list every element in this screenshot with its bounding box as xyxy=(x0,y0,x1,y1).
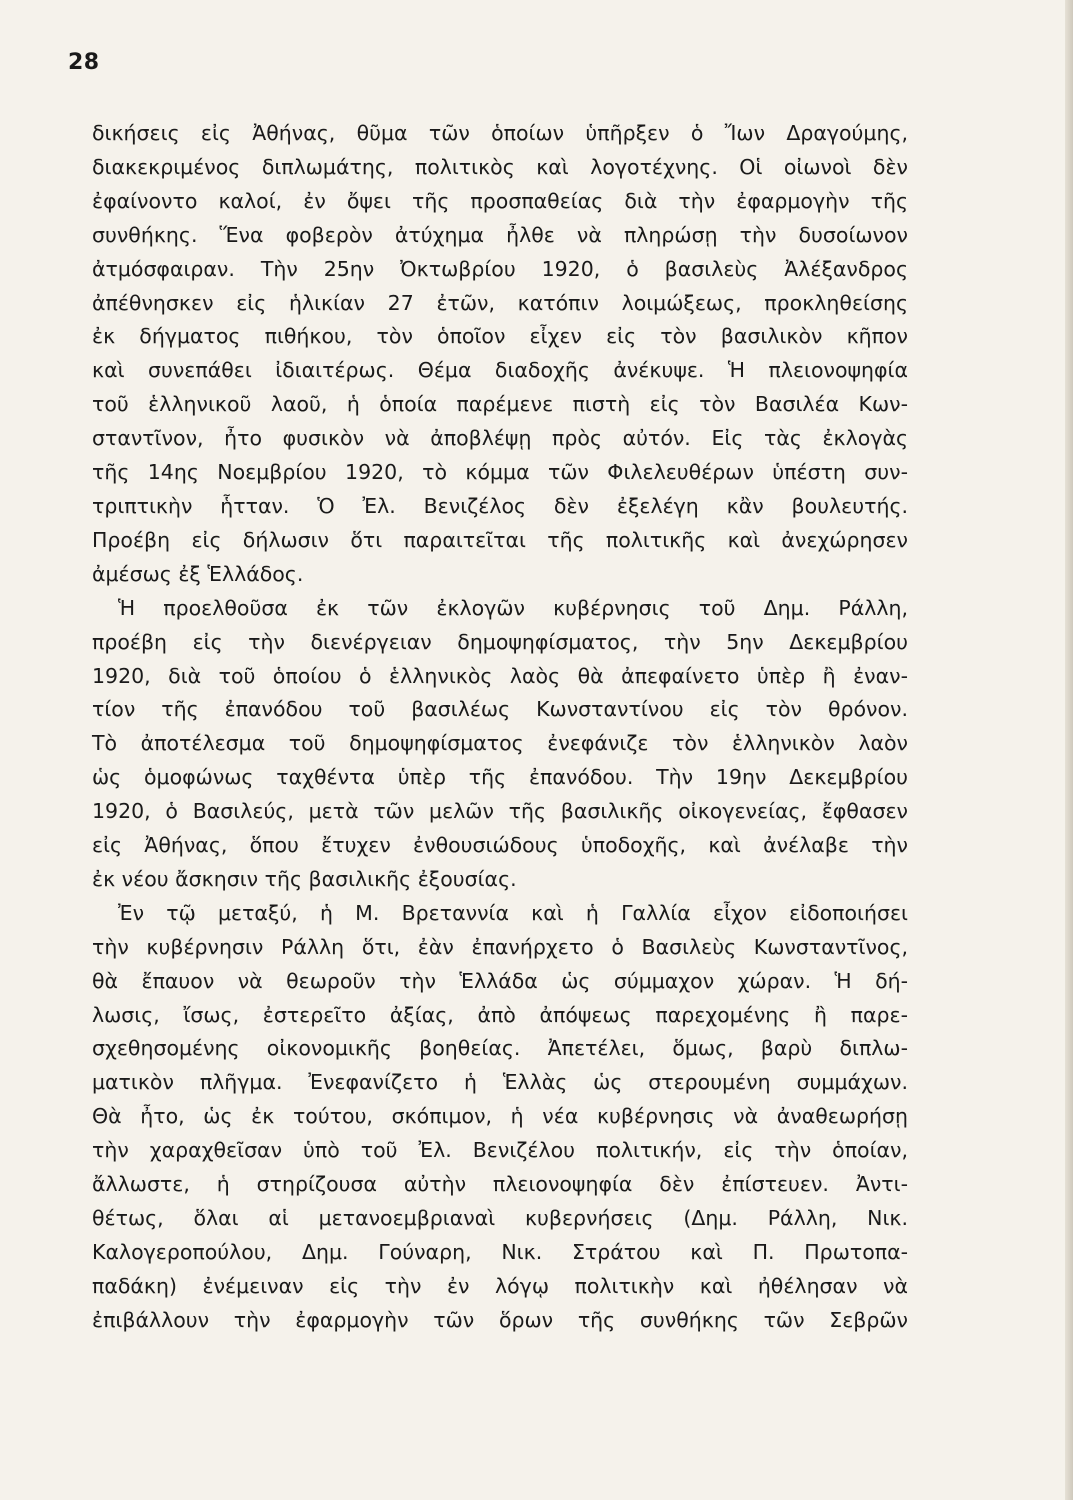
page-edge xyxy=(1065,0,1073,1500)
text-line: καὶ συνεπάθει ἰδιαιτέρως. Θέμα διαδοχῆς ἀνέκυψε. Ἡ πλειονοψηφία xyxy=(92,358,908,383)
text-line: θὰ ἔπαυον νὰ θεωροῦν τὴν Ἑλλάδα ὡς σύμμαχον χώραν. Ἡ δή- xyxy=(92,968,908,993)
text-line: δικήσεις εἰς Ἀθήνας, θῦμα τῶν ὁποίων ὑπῆρξεν ὁ Ἴων Δραγούμης, xyxy=(92,121,908,145)
text-line: προέβη εἰς τὴν διενέργειαν δημοψηφίσματος, τὴν 5ην Δεκεμβρίου xyxy=(92,629,908,654)
page-number: 28 xyxy=(68,50,100,75)
text-line: τριπτικὴν ἧτταν. Ὁ Ἐλ. Βενιζέλος δὲν ἐξελέγη κἂν βουλευτής. xyxy=(92,493,908,518)
text-line: διακεκριμένος διπλωμάτης, πολιτικὸς καὶ λογοτέχνης. Οἱ οἰωνοὶ δὲν xyxy=(92,154,908,179)
text-line: Θὰ ἦτο, ὡς ἐκ τούτου, σκόπιμον, ἡ νέα κυβέρνησις νὰ ἀναθεωρήσῃ xyxy=(92,1104,908,1129)
text-line: ἀπέθνησκεν εἰς ἡλικίαν 27 ἐτῶν, κατόπιν λοιμώξεως, προκληθείσης xyxy=(92,290,908,315)
text-line: 1920, ὁ Βασιλεύς, μετὰ τῶν μελῶν τῆς βασιλικῆς οἰκογενείας, ἔφθασεν xyxy=(92,799,908,824)
text-line: σταντῖνον, ἦτο φυσικὸν νὰ ἀποβλέψῃ πρὸς αὐτόν. Εἰς τὰς ἐκλογὰς xyxy=(92,426,908,451)
text-line: τίον τῆς ἐπανόδου τοῦ βασιλέως Κωνσταντίνου εἰς τὸν θρόνον. xyxy=(92,697,908,722)
text-line: ἐκ νέου ἄσκησιν τῆς βασιλικῆς ἐξουσίας. xyxy=(92,866,517,891)
text-line: λωσις, ἴσως, ἐστερεῖτο ἀξίας, ἀπὸ ἀπόψεως παρεχομένης ἢ παρε- xyxy=(92,1002,908,1027)
text-line: παδάκη) ἐνέμειναν εἰς τὴν ἐν λόγῳ πολιτικὴν καὶ ἠθέλησαν νὰ xyxy=(92,1273,908,1298)
body-text xyxy=(92,117,908,1338)
text-line: Ἐν τῷ μεταξύ, ἡ Μ. Βρεταννία καὶ ἡ Γαλλία εἶχον εἰδοποιήσει xyxy=(118,900,908,925)
text-line: τῆς 14ης Νοεμβρίου 1920, τὸ κόμμα τῶν Φιλελευθέρων ὑπέστη συν- xyxy=(92,460,908,485)
text-line: Καλογεροπούλου, Δημ. Γούναρη, Νικ. Στράτου καὶ Π. Πρωτοπα- xyxy=(92,1239,908,1264)
text-line: Ἡ προελθοῦσα ἐκ τῶν ἐκλογῶν κυβέρνησις τοῦ Δημ. Ράλλη, xyxy=(118,595,908,620)
text-line: ἀτμόσφαιραν. Τὴν 25ην Ὀκτωβρίου 1920, ὁ βασιλεὺς Ἀλέξανδρος xyxy=(92,256,908,281)
text-line: ἐπιβάλλουν τὴν ἐφαρμογὴν τῶν ὅρων τῆς συνθήκης τῶν Σεβρῶν xyxy=(92,1307,908,1332)
text-line: ὡς ὁμοφώνως ταχθέντα ὑπὲρ τῆς ἐπανόδου. Τὴν 19ην Δεκεμβρίου xyxy=(92,765,908,790)
text-line: ματικὸν πλῆγμα. Ἐνεφανίζετο ἡ Ἑλλὰς ὡς στερουμένη συμμάχων. xyxy=(92,1070,908,1095)
text-line: ἀμέσως ἐξ Ἑλλάδος. xyxy=(92,561,304,586)
text-line: θέτως, ὅλαι αἱ μετανοεμβριαναὶ κυβερνήσεις (Δημ. Ράλλη, Νικ. xyxy=(92,1206,908,1230)
text-line: τὴν χαραχθεῖσαν ὑπὸ τοῦ Ἐλ. Βενιζέλου πολιτικήν, εἰς τὴν ὁποίαν, xyxy=(92,1138,908,1163)
text-line: τὴν κυβέρνησιν Ράλλη ὅτι, ἐὰν ἐπανήρχετο ὁ Βασιλεὺς Κωνσταντῖνος, xyxy=(92,934,908,959)
text-line: εἰς Ἀθήνας, ὅπου ἔτυχεν ἐνθουσιώδους ὑποδοχῆς, καὶ ἀνέλαβε τὴν xyxy=(92,833,908,858)
text-line: τοῦ ἑλληνικοῦ λαοῦ, ἡ ὁποία παρέμενε πιστὴ εἰς τὸν Βασιλέα Κων- xyxy=(92,392,908,417)
text-line: ἐκ δήγματος πιθήκου, τὸν ὁποῖον εἶχεν εἰς τὸν βασιλικὸν κῆπον xyxy=(92,324,908,349)
text-line: σχεθησομένης οἰκονομικῆς βοηθείας. Ἀπετέλει, ὅμως, βαρὺ διπλω- xyxy=(92,1036,908,1061)
text-line: συνθήκης. Ἕνα φοβερὸν ἀτύχημα ἦλθε νὰ πληρώσῃ τὴν δυσοίωνον xyxy=(92,222,908,247)
text-line: Προέβη εἰς δήλωσιν ὅτι παραιτεῖται τῆς πολιτικῆς καὶ ἀνεχώρησεν xyxy=(92,527,908,552)
text-line: ἐφαίνοντο καλοί, ἐν ὄψει τῆς προσπαθείας διὰ τὴν ἐφαρμογὴν τῆς xyxy=(92,188,908,213)
text-line: 1920, διὰ τοῦ ὁποίου ὁ ἑλληνικὸς λαὸς θὰ ἀπεφαίνετο ὑπὲρ ἢ ἐναν- xyxy=(92,663,908,688)
text-line: Τὸ ἀποτέλεσμα τοῦ δημοψηφίσματος ἐνεφάνιζε τὸν ἑλληνικὸν λαὸν xyxy=(92,731,908,756)
text-line: ἄλλωστε, ἡ στηρίζουσα αὐτὴν πλειονοψηφία δὲν ἐπίστευεν. Ἀντι- xyxy=(92,1172,908,1197)
